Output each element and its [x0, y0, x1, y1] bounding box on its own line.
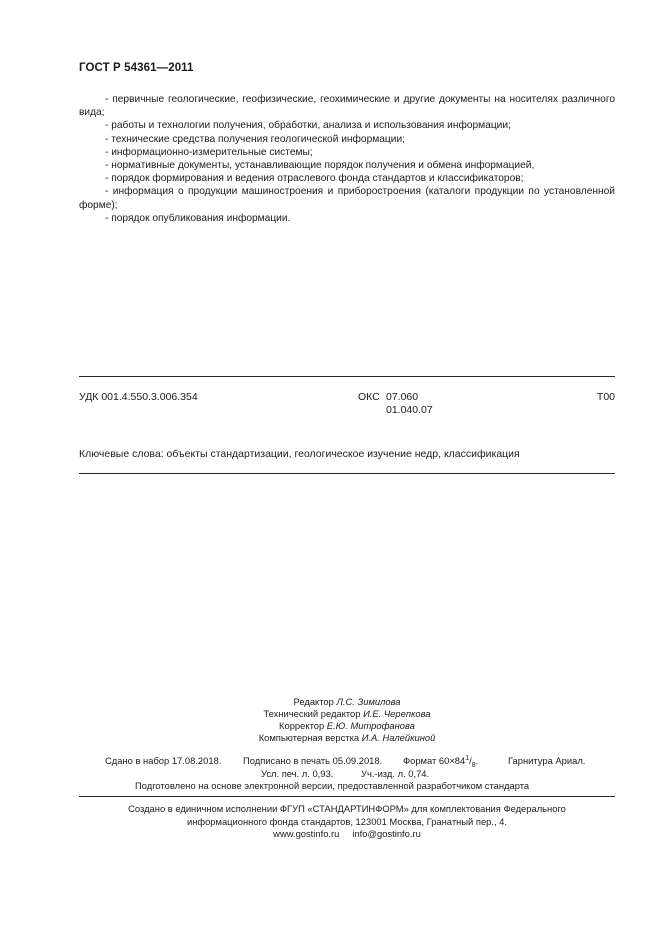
- t-code: Т00: [596, 391, 615, 403]
- corrector-label: Корректор: [279, 720, 325, 731]
- editor-label: Редактор: [293, 696, 334, 707]
- information-types-list: [79, 93, 615, 225]
- list-item: - порядок формирования и ведения отраслевого фонда стандартов и классификаторов;: [105, 173, 524, 185]
- keywords-line: Ключевые слова: объекты стандартизации, геологическое изучение недр, классификация: [79, 448, 520, 460]
- prepared-note: Подготовлено на основе электронной версии, предоставленной разработчиком стандарта: [135, 780, 530, 791]
- divider-footer: [79, 796, 615, 797]
- list-item: - порядок опубликования информации.: [105, 212, 291, 224]
- tech-editor-name: И.Е. Черепкова: [363, 708, 431, 719]
- font-info: Гарнитура Ариал.: [508, 755, 586, 766]
- divider-keywords: [79, 473, 615, 474]
- format-numerator: 1: [465, 754, 470, 762]
- okc-codes: [386, 391, 433, 417]
- print-sheets: Усл. печ. л. 0,93.: [261, 768, 334, 779]
- divider-top: [79, 376, 615, 377]
- editor-name: Л.С. Зимилова: [336, 696, 401, 707]
- tech-editor-line: [79, 708, 615, 720]
- layout-label: Компьютерная верстка: [258, 732, 360, 743]
- list-item: - информационно-измерительные системы;: [105, 146, 313, 158]
- udk-code: УДК 001.4.550.3.006.354: [79, 391, 198, 403]
- signed-date: Подписано в печать 05.09.2018.: [243, 755, 383, 766]
- editor-line: [79, 696, 615, 708]
- list-item: - работы и технологии получения, обработки, анализа и использования информации;: [105, 120, 511, 132]
- standard-number-header: ГОСТ Р 54361—2011: [79, 62, 194, 74]
- okc-label: ОКС: [358, 391, 380, 403]
- email-link[interactable]: info@gostinfo.ru: [352, 828, 421, 839]
- layout-line: [79, 732, 615, 744]
- footer-contacts: [79, 828, 615, 841]
- list-item: - технические средства получения геологической информации;: [105, 133, 405, 145]
- footer-block: [79, 803, 615, 841]
- footer-line-1: Создано в единичном исполнении ФГУП «СТАНДАРТИНФОРМ» для комплектования Федерального: [128, 803, 566, 814]
- format-prefix: Формат 60×84: [403, 755, 466, 766]
- publisher-sheets: Уч.-изд. л. 0,74.: [361, 768, 430, 779]
- tech-editor-label: Технический редактор: [263, 708, 361, 719]
- website-link[interactable]: www.gostinfo.ru: [273, 828, 340, 839]
- okc-code: 07.060: [386, 391, 419, 403]
- okc-code: 01.040.07: [386, 404, 433, 416]
- footer-line-2: информационного фонда стандартов, 123001 Москва, Гранатный пер., 4.: [186, 815, 508, 827]
- imprint-block: [79, 696, 615, 744]
- layout-name: И.А. Налейкиной: [361, 732, 436, 743]
- sent-to-print-date: Сдано в набор 17.08.2018.: [105, 755, 222, 766]
- corrector-name: Е.Ю. Митрофанова: [326, 720, 415, 731]
- corrector-line: [79, 720, 615, 732]
- format-denominator: 8: [471, 761, 476, 769]
- list-item: - первичные геологические, геофизические, геохимические и другие документы на носителях различного вида;: [79, 94, 615, 119]
- list-item: - нормативные документы, устанавливающие порядок получения и обмена информацией,: [105, 160, 535, 172]
- format-info: Формат $60\times 84^1/_8$.: [403, 754, 479, 769]
- list-item: - информация о продукции машиностроения и приборостроения (каталоги продукции по установленной форме);: [79, 186, 615, 211]
